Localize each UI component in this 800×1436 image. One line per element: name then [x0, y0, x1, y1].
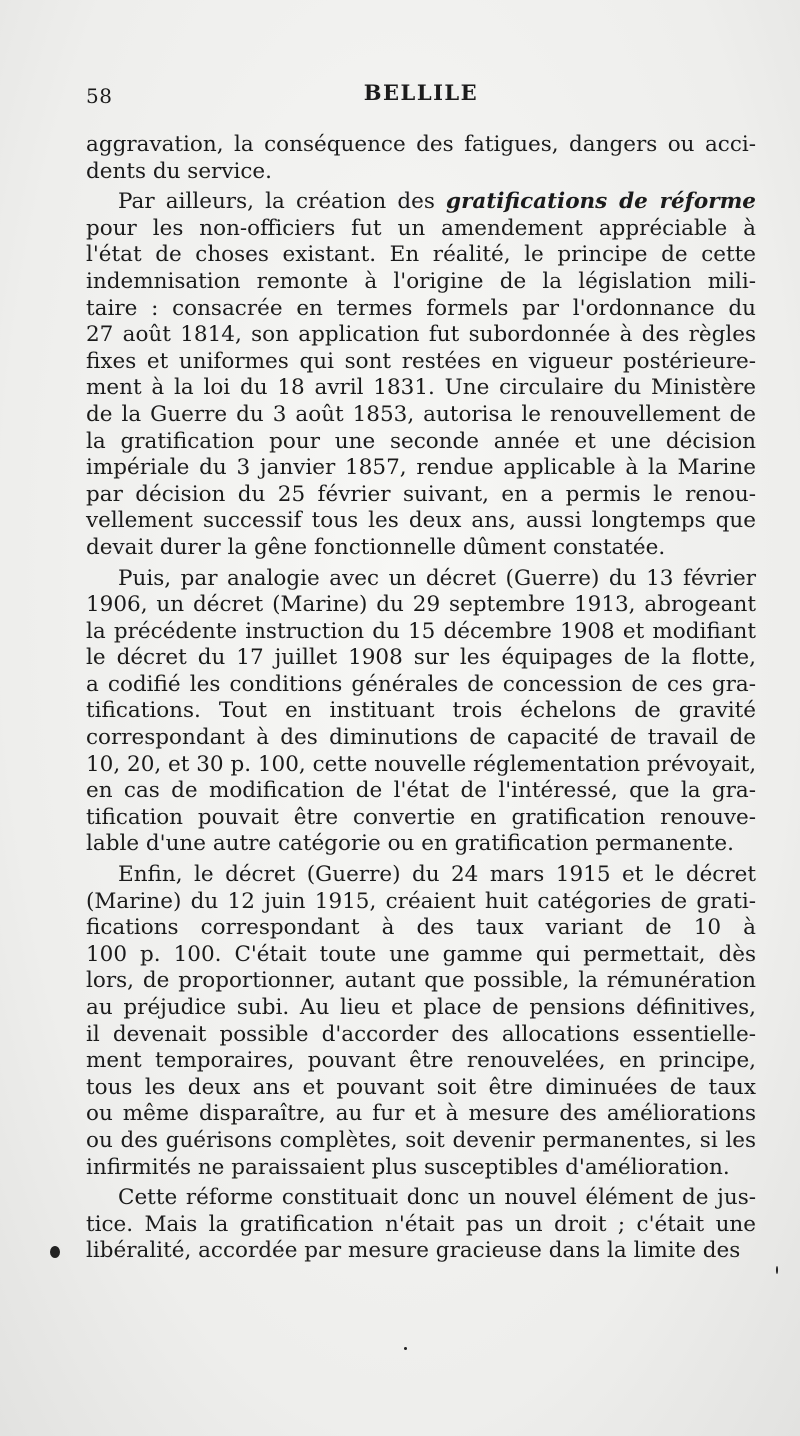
text-line: tification pouvait être convertie en gratification renouve-: [86, 804, 756, 830]
text-line: pour les non-officiers fut un amendement appréciable à: [86, 215, 756, 241]
text-line: tice. Mais la gratification n'était pas un droit ; c'était une: [86, 1211, 756, 1237]
text-line: fixes et uniformes qui sont restées en vigueur postérieure-: [86, 348, 756, 374]
text-line: 10, 20, et 30 p. 100, cette nouvelle réglementation prévoyait,: [86, 751, 757, 777]
ink-speck: [50, 1246, 60, 1258]
page-number: 58: [86, 84, 113, 108]
text-line: tous les deux ans et pouvant soit être diminuées de taux: [86, 1074, 756, 1100]
text-line: correspondant à des diminutions de capacité de travail de: [86, 725, 756, 751]
paragraph: [86, 1185, 756, 1265]
text-line: ou même disparaître, au fur et à mesure des améliorations: [86, 1101, 756, 1127]
text-line: vellement successif tous les deux ans, aussi longtemps que: [86, 508, 756, 534]
text-line: libéralité, accordée par mesure gracieuse dans la limite des: [86, 1238, 741, 1264]
text-line: infirmités ne paraissaient plus susceptibles d'amélioration.: [86, 1154, 730, 1180]
emphasized-term: gratifications de réforme: [446, 189, 756, 215]
paragraph: [86, 132, 756, 185]
text-line: devait durer la gêne fonctionnelle dûment constatée.: [86, 534, 666, 560]
text-line: ment temporaires, pouvant être renouvelées, en principe,: [86, 1048, 756, 1074]
text-line: fications correspondant à des taux variant de 10 à: [86, 915, 756, 941]
text-line: ou des guérisons complètes, soit devenir permanentes, si les: [86, 1127, 756, 1153]
paragraph: [86, 566, 756, 859]
text-line: le décret du 17 juillet 1908 sur les équipages de la flotte,: [86, 645, 756, 671]
text-line: dents du service.: [86, 158, 272, 184]
text-line: aggravation, la conséquence des fatigues, dangers ou acci-: [86, 132, 756, 157]
text-line: lable d'une autre catégorie ou en gratification permanente.: [86, 831, 734, 857]
ink-speck: [404, 1347, 407, 1350]
text-line: Par ailleurs, la création des gratifications de réforme: [118, 189, 756, 215]
text-line: Puis, par analogie avec un décret (Guerre) du 13 février: [118, 565, 756, 591]
ink-speck: [776, 1266, 778, 1274]
text-line: l'état de choses existant. En réalité, le principe de cette: [86, 242, 756, 268]
text-line: ment à la loi du 18 avril 1831. Une circulaire du Ministère: [86, 375, 756, 401]
running-head: BELLILE: [363, 80, 479, 105]
paragraph: [86, 862, 756, 1181]
text-line: impériale du 3 janvier 1857, rendue applicable à la Marine: [86, 455, 756, 481]
text-line: tifications. Tout en instituant trois échelons de gravité: [86, 698, 756, 724]
text-line: a codifié les conditions générales de concession de ces gra-: [86, 671, 756, 697]
text-line: 1906, un décret (Marine) du 29 septembre 1913, abrogeant: [86, 592, 756, 618]
text-line: de la Guerre du 3 août 1853, autorisa le renouvellement de: [86, 401, 756, 427]
body-text: [86, 132, 756, 1265]
text-line: 100 p. 100. C'était toute une gamme qui permettait, dès: [86, 941, 756, 967]
text-line: indemnisation remonte à l'origine de la législation mili-: [86, 268, 756, 294]
text-line: taire : consacrée en termes formels par l'ordonnance du: [86, 295, 756, 321]
text-line: Enfin, le décret (Guerre) du 24 mars 1915 et le décret: [118, 862, 756, 888]
paragraph: [86, 189, 756, 561]
text-line: en cas de modification de l'état de l'intéressé, que la gra-: [86, 778, 756, 804]
text-line: (Marine) du 12 juin 1915, créaient huit catégories de grati-: [86, 888, 756, 914]
text-line: par décision du 25 février suivant, en a permis le renou-: [86, 481, 756, 507]
text-line: il devenait possible d'accorder des allocations essentielle-: [86, 1021, 756, 1047]
text-line: Cette réforme constituait donc un nouvel élément de jus-: [118, 1185, 756, 1211]
text-line: lors, de proportionner, autant que possible, la rémunération: [86, 968, 756, 994]
text-line: la précédente instruction du 15 décembre 1908 et modifiant: [86, 618, 756, 644]
page-header: [86, 80, 756, 110]
text-line: au préjudice subi. Au lieu et place de pensions définitives,: [86, 995, 756, 1020]
text-line: la gratification pour une seconde année et une décision: [86, 428, 756, 454]
text-line: 27 août 1814, son application fut subordonnée à des règles: [86, 322, 756, 348]
